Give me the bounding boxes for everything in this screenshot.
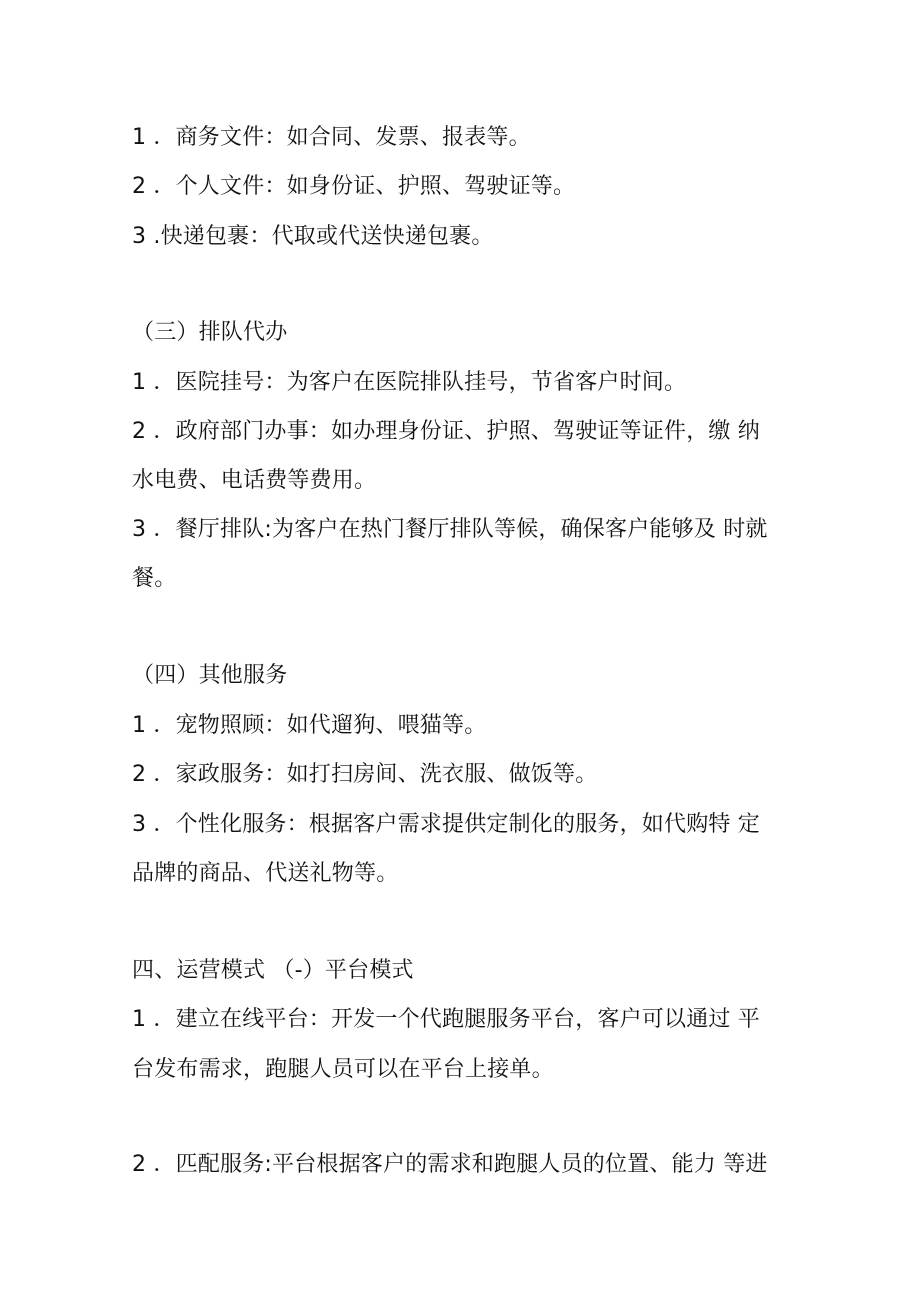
list-item-business-docs: 1 ．商务文件：如合同、发票、报表等。 (132, 125, 531, 150)
list-item-pet-care: 1 ．宠物照顾：如代遛狗、喂猫等。 (132, 713, 487, 738)
list-item-express-parcel: 3 .快递包裹：代取或代送快递包裹。 (132, 224, 494, 249)
list-item-personalized-service: 3 ．个性化服务：根据客户需求提供定制化的服务，如代购特 定 (132, 812, 760, 837)
list-item-personal-docs: 2 ．个人文件：如身份证、护照、驾驶证等。 (132, 174, 576, 199)
section-heading-operation-mode: 四、运营模式 （-）平台模式 (132, 958, 414, 983)
list-item-government-affairs: 2 ．政府部门办事：如办理身份证、护照、驾驶证等证件，缴 纳 (132, 419, 760, 444)
list-item-online-platform-cont: 台发布需求，跑腿人员可以在平台上接单。 (132, 1057, 554, 1082)
list-item-hospital-registration: 1 ．医院挂号：为客户在医院排队挂号，节省客户时间。 (132, 370, 687, 395)
list-item-matching-service: 2 ．匹配服务:平台根据客户的需求和跑腿人员的位置、能力 等进 (132, 1152, 768, 1177)
list-item-government-affairs-cont: 水电费、电话费等费用。 (132, 468, 377, 493)
list-item-housekeeping: 2 ．家政服务：如打扫房间、洗衣服、做饭等。 (132, 762, 598, 787)
list-item-restaurant-queue: 3 ．餐厅排队:为客户在热门餐厅排队等候，确保客户能够及 时就 (132, 517, 768, 542)
section-heading-other-services: （四）其他服务 (132, 663, 288, 688)
section-heading-queue-errands: （三）排队代办 (132, 320, 288, 345)
list-item-online-platform: 1 ．建立在线平台：开发一个代跑腿服务平台，客户可以通过 平 (132, 1007, 760, 1032)
list-item-personalized-service-cont: 品牌的商品、代送礼物等。 (132, 861, 399, 886)
list-item-restaurant-queue-cont: 餐。 (132, 566, 177, 591)
